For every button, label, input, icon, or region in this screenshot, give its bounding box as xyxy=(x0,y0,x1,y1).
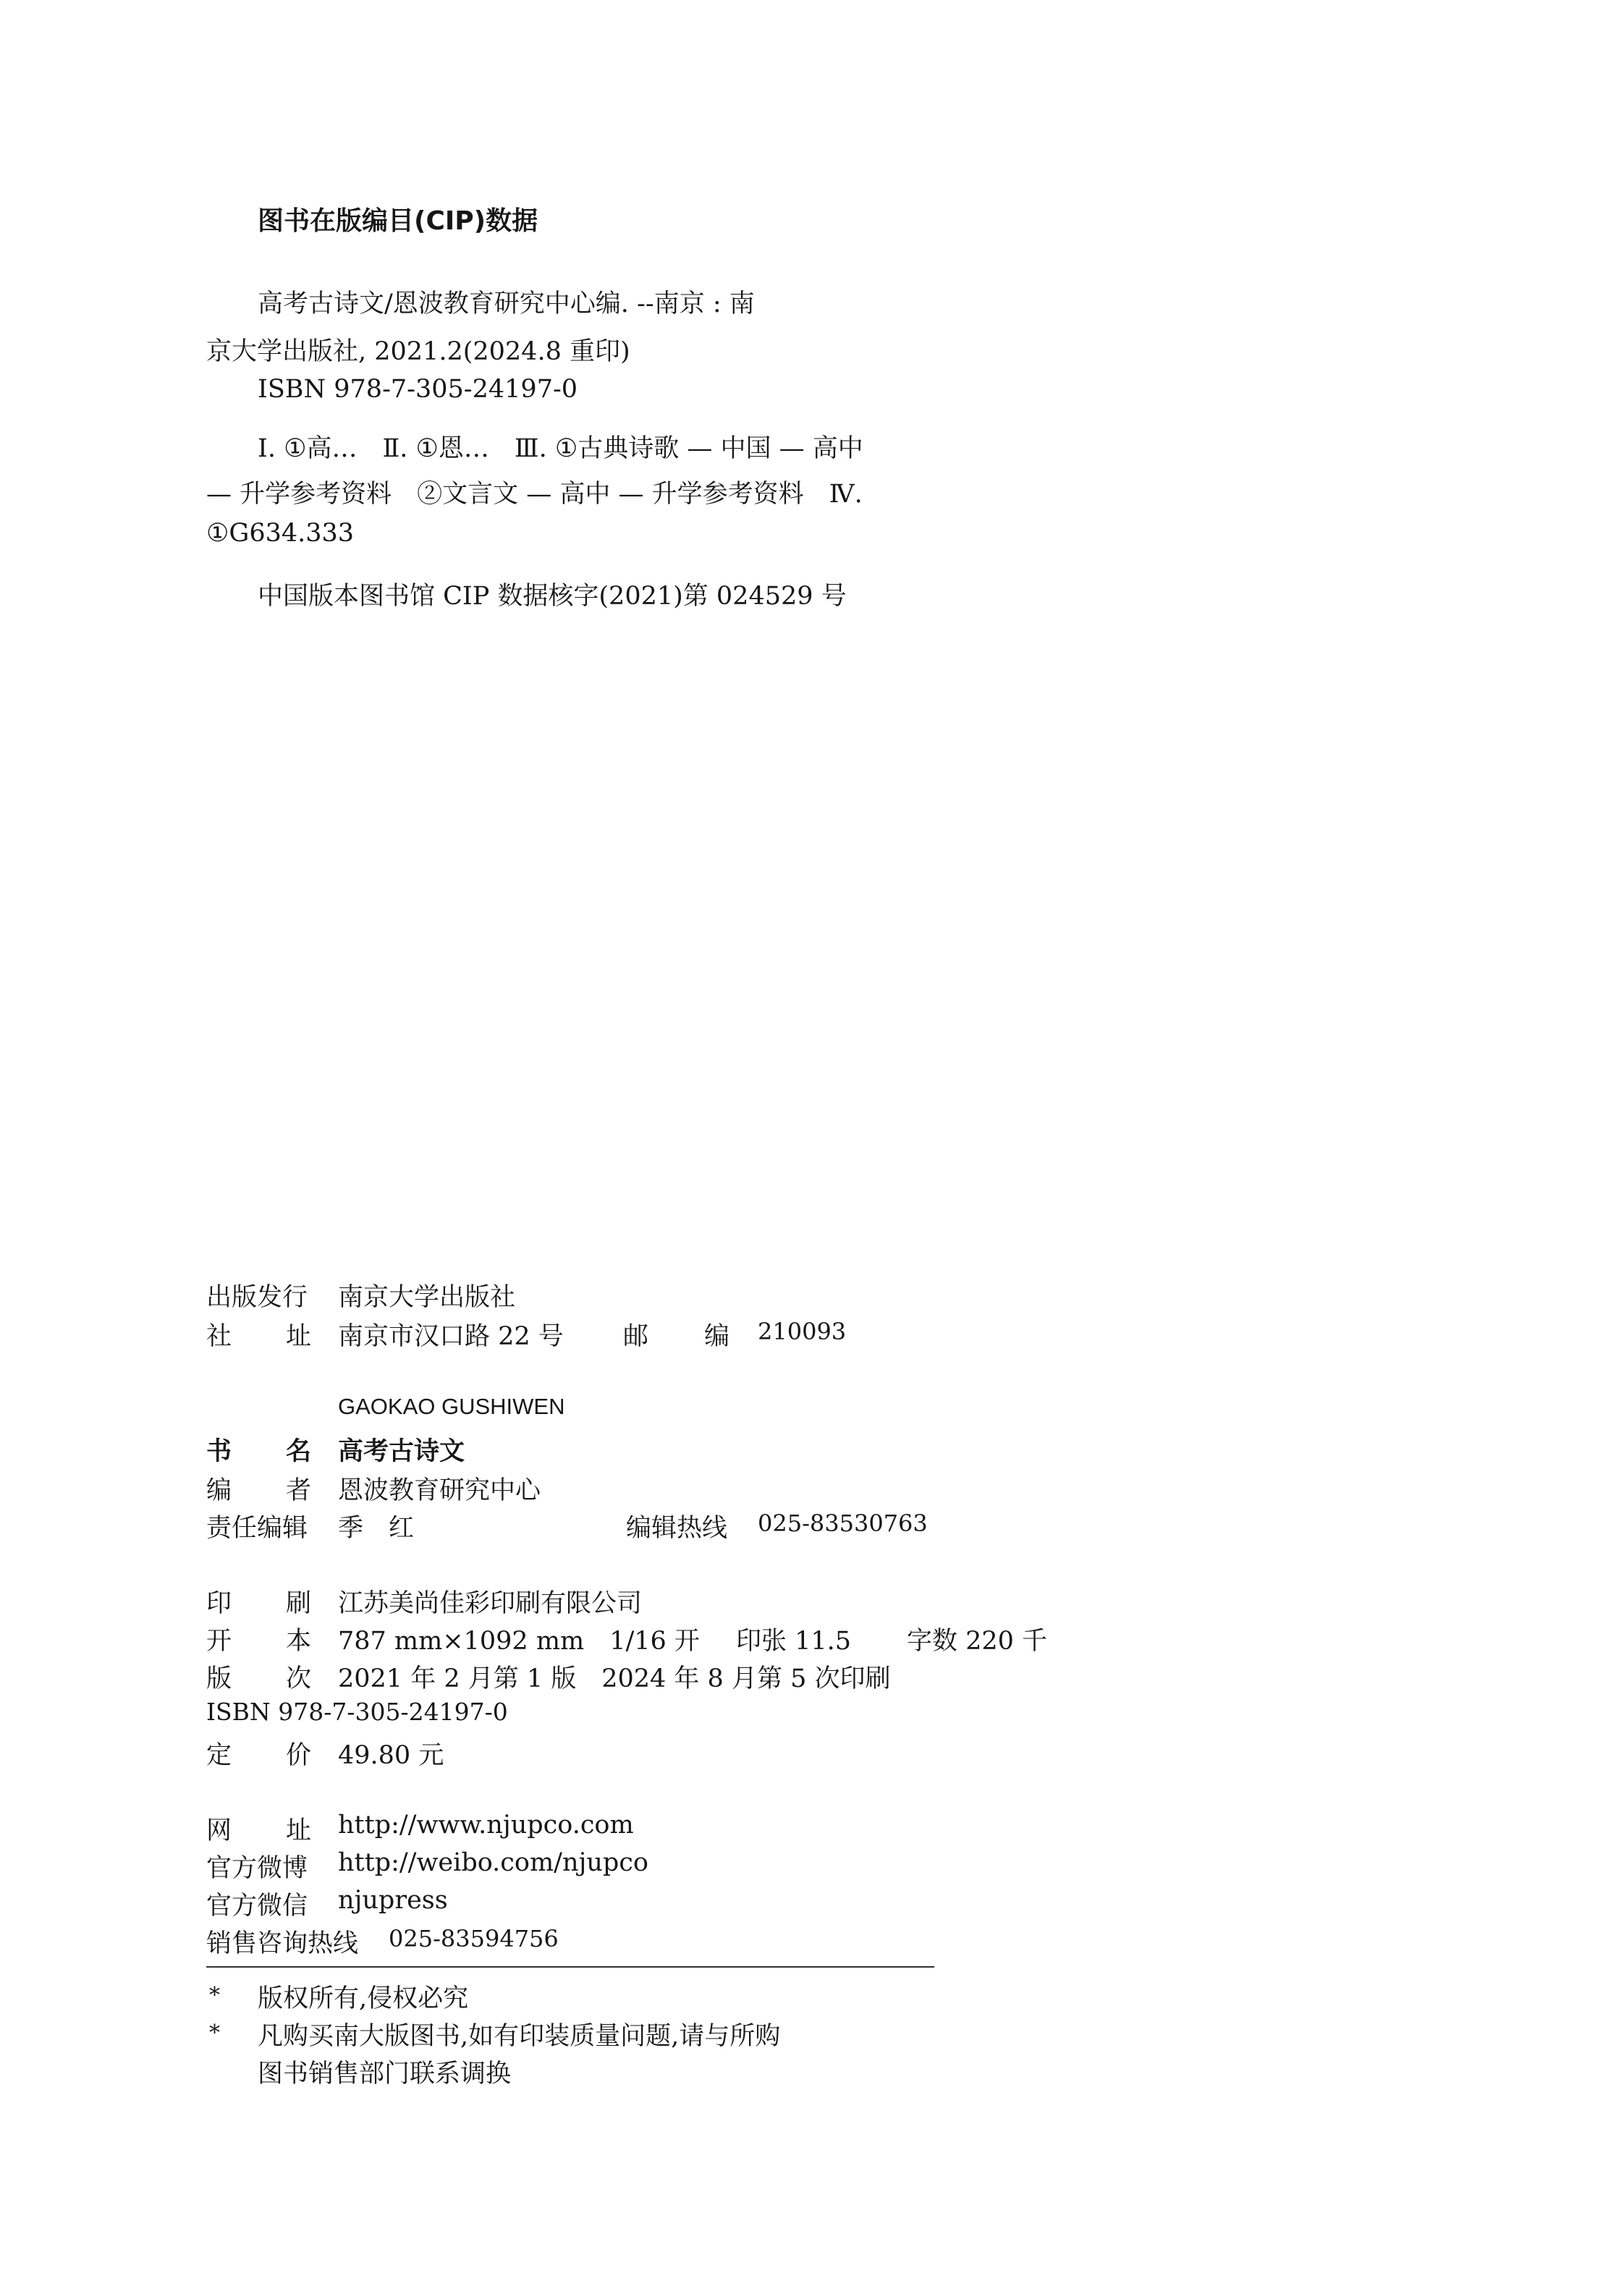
book-editor: 恩波教育研究中心 xyxy=(338,1476,541,1505)
print-sheets: 印张 11.5 xyxy=(736,1627,852,1656)
editor-hotline: 025-83530763 xyxy=(758,1510,928,1537)
editor-label-1: 编 xyxy=(206,1476,232,1505)
weibo-link[interactable]: http://weibo.com/njupco xyxy=(338,1848,648,1877)
title-label-2: 名 xyxy=(286,1437,312,1466)
edition-label-1: 版 xyxy=(206,1664,232,1693)
book-format: 787 mm×1092 mm 1/16 开 xyxy=(338,1627,700,1656)
publisher-label: 出版发行 xyxy=(206,1283,308,1312)
resp-editor: 季 红 xyxy=(338,1514,415,1543)
address-label-1: 社 xyxy=(206,1322,232,1351)
price: 49.80 元 xyxy=(338,1741,444,1770)
title-label-1: 书 xyxy=(206,1437,232,1466)
price-label-2: 价 xyxy=(286,1741,312,1770)
editor-label-2: 者 xyxy=(286,1476,312,1505)
note-2-line-2: 图书销售部门联系调换 xyxy=(258,2060,512,2088)
printer-name: 江苏美尚佳彩印刷有限公司 xyxy=(338,1589,643,1618)
resp-editor-label: 责任编辑 xyxy=(206,1514,308,1543)
format-label-1: 开 xyxy=(206,1627,232,1656)
web-label-2: 址 xyxy=(286,1816,312,1845)
word-count: 字数 220 千 xyxy=(907,1627,1048,1656)
sales-hotline: 025-83594756 xyxy=(389,1925,559,1952)
web-label-1: 网 xyxy=(206,1816,232,1845)
printer-label-1: 印 xyxy=(206,1589,232,1618)
cip-classification-2: — 升学参考资料 ②文言文 — 高中 — 升学参考资料 Ⅳ. xyxy=(206,480,863,509)
note-2-marker: * xyxy=(209,2020,220,2046)
weibo-label: 官方微博 xyxy=(206,1854,308,1883)
book-pinyin: GAOKAO GUSHIWEN xyxy=(338,1394,565,1419)
publisher-name: 南京大学出版社 xyxy=(338,1283,516,1312)
zip-label-2: 编 xyxy=(704,1322,730,1351)
cip-isbn: ISBN 978-7-305-24197-0 xyxy=(258,375,578,404)
cip-classification-3: ①G634.333 xyxy=(206,519,355,548)
cip-line-2: 京大学出版社, 2021.2(2024.8 重印) xyxy=(206,337,630,366)
price-label-1: 定 xyxy=(206,1741,232,1770)
book-title: 高考古诗文 xyxy=(338,1437,465,1466)
cip-line-1: 高考古诗文/恩波教育研究中心编. --南京 : 南 xyxy=(258,289,755,318)
note-2-line-1: 凡购买南大版图书,如有印装质量问题,请与所购 xyxy=(258,2022,781,2051)
note-1: 版权所有,侵权必究 xyxy=(258,1984,469,2013)
cip-classification-1: Ⅰ. ①高… Ⅱ. ①恩… Ⅲ. ①古典诗歌 — 中国 — 高中 xyxy=(258,434,863,463)
zip-code: 210093 xyxy=(758,1318,847,1345)
cip-record-number: 中国版本图书馆 CIP 数据核字(2021)第 024529 号 xyxy=(258,582,847,611)
format-label-2: 本 xyxy=(286,1627,312,1656)
wechat-id: njupress xyxy=(338,1886,448,1915)
divider-line xyxy=(206,1966,934,1968)
printing-isbn: ISBN 978-7-305-24197-0 xyxy=(206,1698,508,1726)
website-link[interactable]: http://www.njupco.com xyxy=(338,1811,634,1840)
edition-label-2: 次 xyxy=(286,1664,312,1693)
edition-info: 2021 年 2 月第 1 版 2024 年 8 月第 5 次印刷 xyxy=(338,1664,891,1693)
note-1-marker: * xyxy=(209,1983,220,2008)
sales-hotline-label: 销售咨询热线 xyxy=(206,1929,359,1958)
address-label-2: 址 xyxy=(286,1322,312,1351)
zip-label-1: 邮 xyxy=(623,1322,649,1351)
wechat-label: 官方微信 xyxy=(206,1892,308,1921)
publisher-address: 南京市汉口路 22 号 xyxy=(338,1322,564,1351)
printer-label-2: 刷 xyxy=(286,1589,312,1618)
hotline-label: 编辑热线 xyxy=(626,1514,728,1543)
cip-title: 图书在版编目(CIP)数据 xyxy=(258,206,538,236)
